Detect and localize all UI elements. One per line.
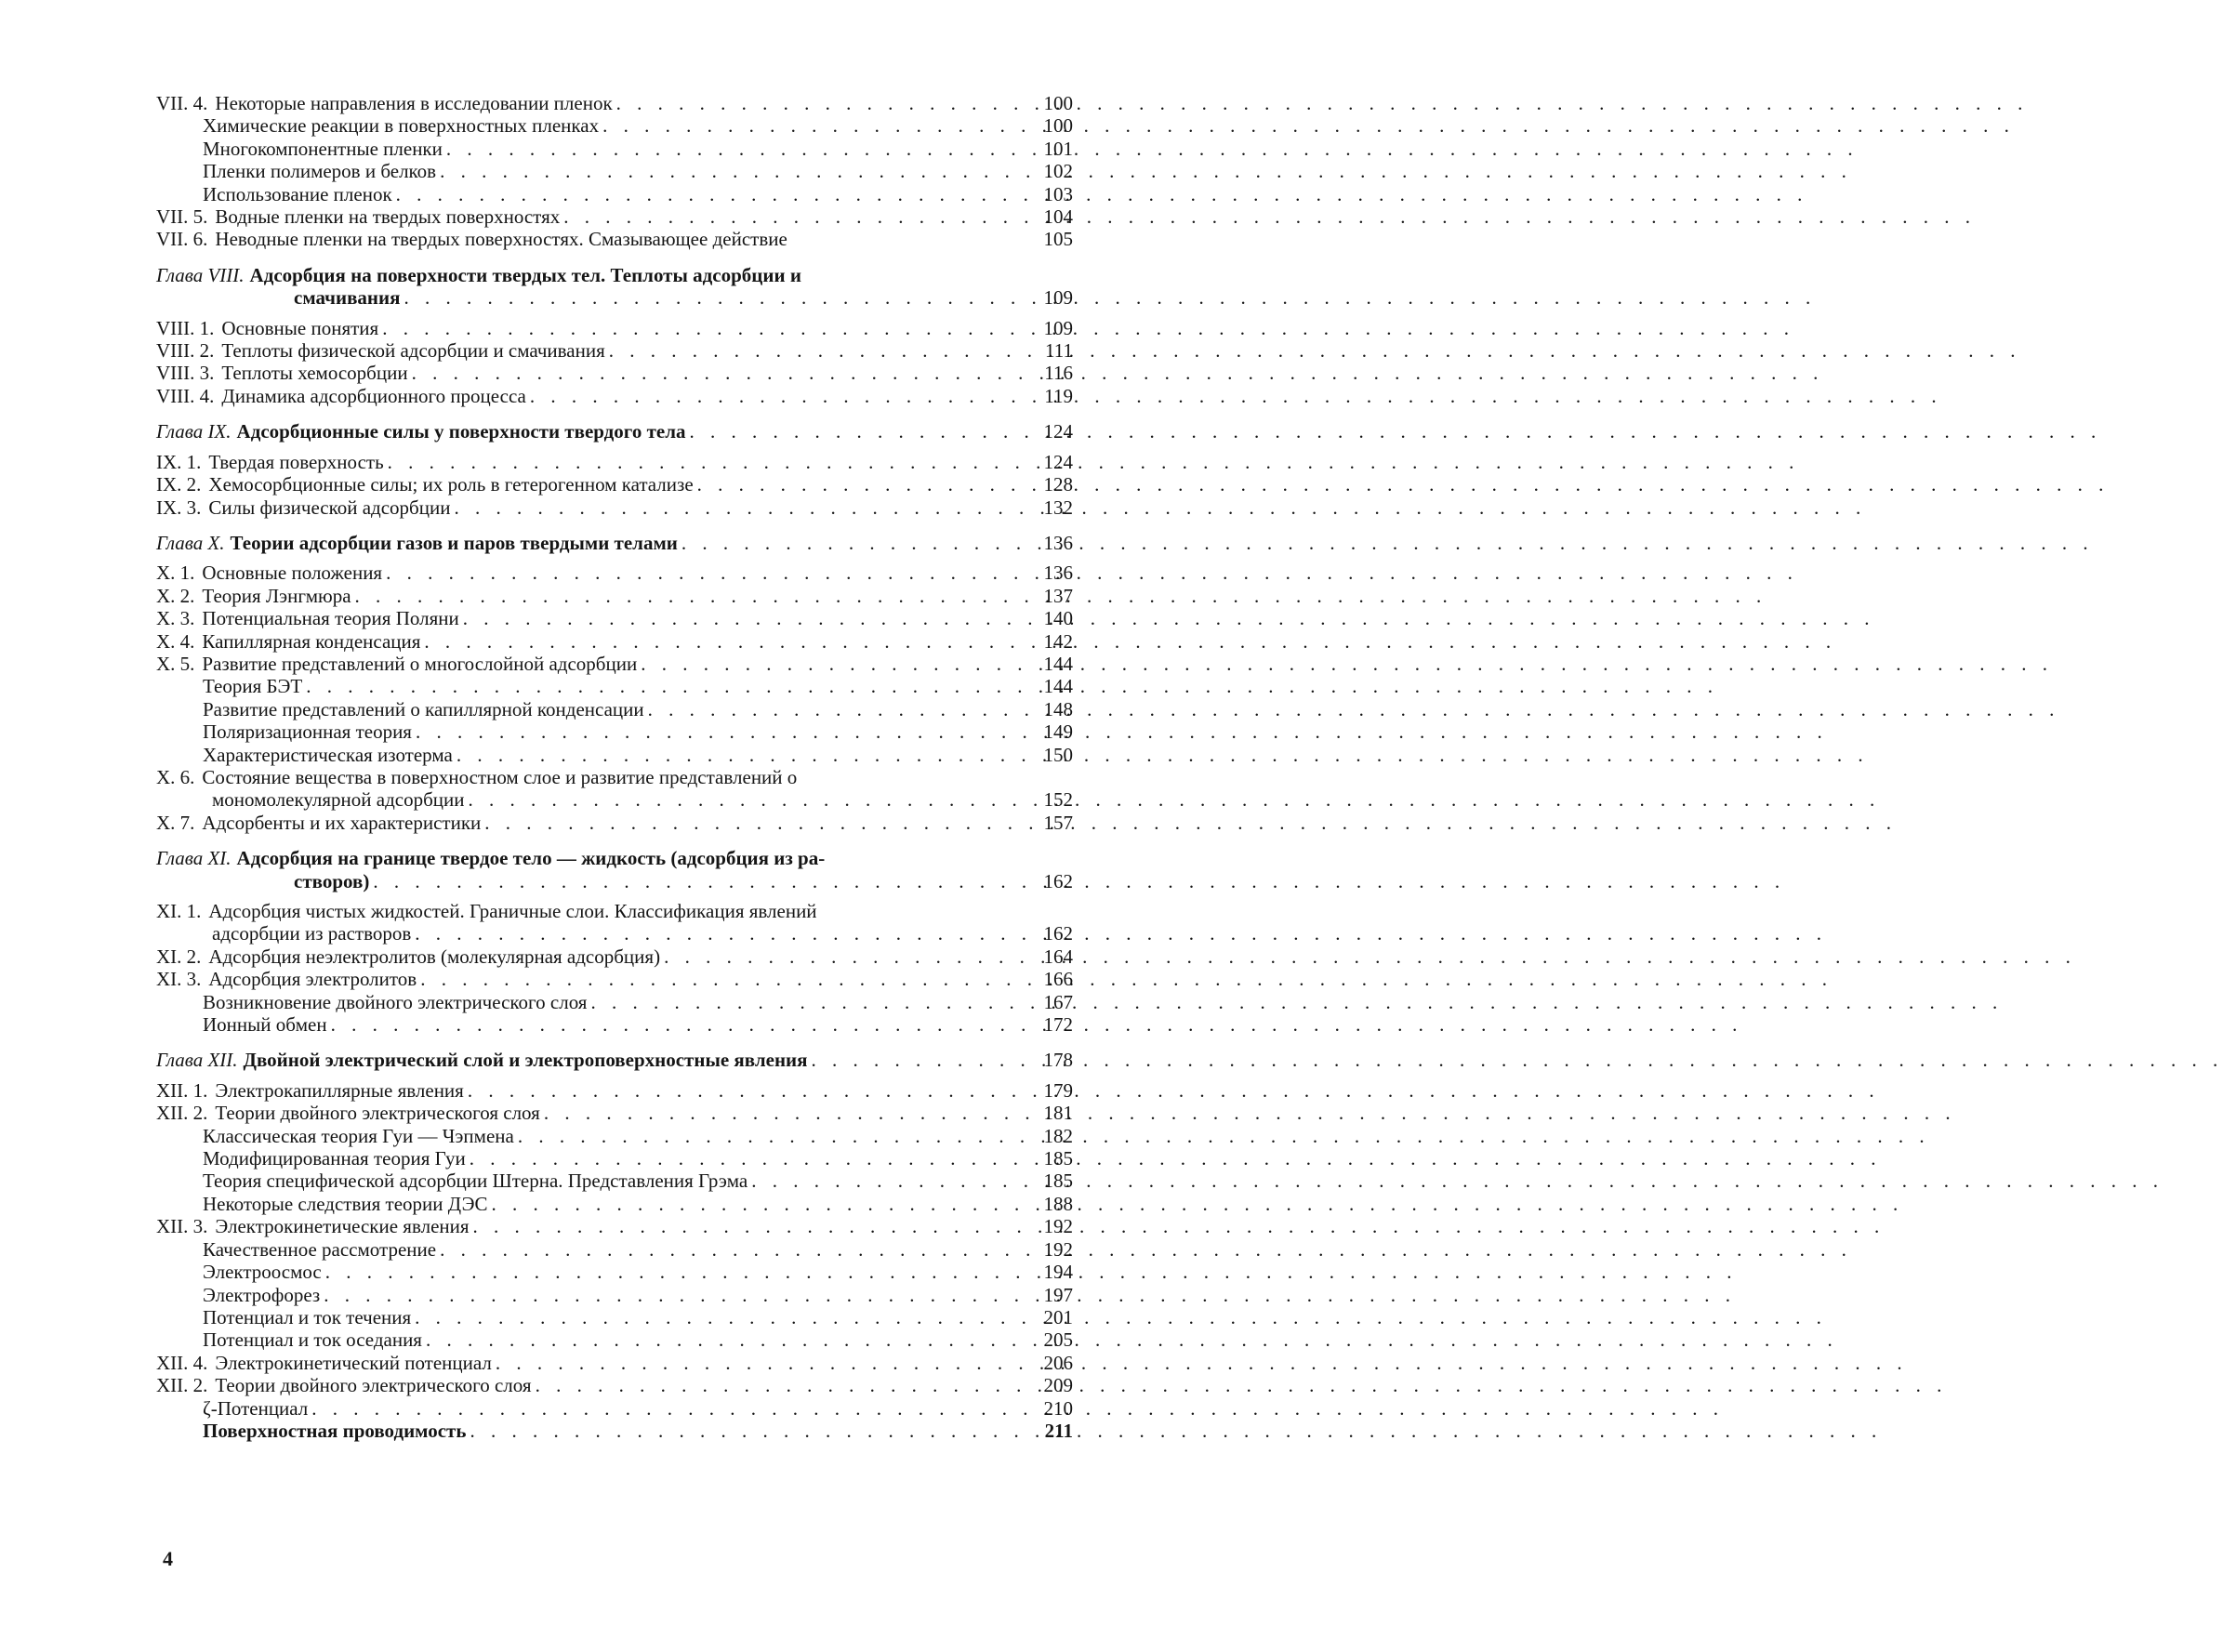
page-ref: 132 [1043, 496, 1073, 519]
entry-title: Ионный обмен [203, 1013, 327, 1037]
subsection-entry [156, 922, 1073, 945]
dot-leader [484, 812, 1036, 834]
page-ref: 172 [1043, 1013, 1073, 1037]
page-ref: 109 [1043, 316, 1073, 339]
section-entry [156, 585, 1073, 607]
page-ref: 179 [1043, 1078, 1073, 1102]
page-ref: 136 [1043, 562, 1073, 585]
chapter-title: Теории адсорбции газов и паров твердыми телами [230, 531, 678, 554]
subsection-entry [156, 1306, 1073, 1328]
section-entry [156, 607, 1073, 629]
page-number: 4 [163, 1547, 173, 1570]
dot-leader [311, 1397, 1036, 1420]
section-number: X. 7. [156, 811, 195, 834]
page-ref: 124 [1043, 450, 1073, 473]
section-entry [156, 317, 1073, 339]
entry-title: Состояние вещества в поверхностном слое и развитие представлений о [202, 765, 798, 788]
page-ref: 100 [1043, 92, 1073, 114]
section-entry [156, 362, 1073, 384]
entry-title: Адсорбенты и их характеристики [202, 811, 482, 834]
page-ref: 109 [1043, 286, 1073, 310]
subsection-entry [156, 1125, 1073, 1147]
dot-leader [690, 420, 1037, 443]
dot-leader [386, 562, 1036, 584]
chapter-label: Глава VIII. [156, 263, 245, 286]
subsection-entry [156, 160, 1073, 182]
page-ref: 157 [1043, 811, 1073, 834]
section-entry [156, 812, 1073, 834]
chapter-title: Двойной электрический слой и электроповерхностные явления [243, 1049, 808, 1072]
subsection-entry [156, 1261, 1073, 1283]
entry-title: Теории двойного электрического слоя [215, 1374, 532, 1397]
dot-leader [470, 1147, 1036, 1170]
dot-leader [491, 1193, 1036, 1215]
page-ref: 142 [1043, 629, 1073, 653]
dot-leader [440, 1238, 1036, 1261]
page-ref: 181 [1043, 1102, 1073, 1125]
entry-title: Некоторые направления в исследовании пленок [215, 92, 613, 114]
dot-leader [382, 317, 1036, 339]
dot-leader [331, 1013, 1036, 1036]
entry-title: Потенциал и ток оседания [203, 1328, 422, 1352]
page-ref: 210 [1043, 1396, 1073, 1420]
dot-leader [325, 1261, 1036, 1283]
dot-leader [454, 496, 1036, 519]
page-ref: 194 [1043, 1261, 1073, 1284]
entry-title: Адсорбция электролитов [208, 968, 417, 991]
subsection-entry [156, 183, 1073, 205]
entry-title: Классическая теория Гуи — Чэпмена [203, 1124, 514, 1147]
chapter-label: Глава XII. [156, 1049, 238, 1072]
entry-title: Электрофорез [203, 1283, 321, 1306]
section-number: VIII. 3. [156, 362, 215, 385]
section-number: XI. 1. [156, 900, 202, 922]
page-ref: 124 [1043, 420, 1073, 443]
page-ref: 101 [1043, 137, 1073, 160]
entry-title: Электроосмос [203, 1261, 322, 1284]
dot-leader [518, 1125, 1036, 1147]
entry-title: Адсорбция чистых жидкостей. Граничные слои. Классификация явлений [208, 900, 817, 922]
dot-leader [530, 385, 1036, 407]
entry-title: Неводные пленки на твердых поверхностях. Смазывающее действие [215, 228, 787, 251]
dot-leader [416, 720, 1036, 743]
subsection-entry [156, 1013, 1073, 1036]
section-entry [156, 945, 1073, 968]
section-number: VIII. 4. [156, 384, 215, 407]
section-entry [156, 653, 1073, 675]
page-ref: 136 [1043, 531, 1073, 554]
dot-leader [463, 607, 1036, 629]
subsection-entry [156, 698, 1073, 720]
section-entry [156, 339, 1073, 362]
section-entry [156, 473, 1073, 496]
chapter-label: Глава XI. [156, 847, 232, 870]
page-ref: 103 [1043, 182, 1073, 205]
entry-title: Поверхностная проводимость [203, 1419, 467, 1442]
entry-title: Характеристическая изотерма [203, 743, 453, 766]
page-ref: 164 [1043, 945, 1073, 968]
section-entry [156, 92, 1073, 114]
chapter-heading-continued [156, 870, 1073, 892]
dot-leader [355, 585, 1036, 607]
chapter-heading-continued [156, 286, 1073, 309]
page-ref: 209 [1043, 1374, 1073, 1397]
entry-title: Модифицированная теория Гуи [203, 1147, 466, 1170]
section-entry [156, 766, 1073, 788]
page-ref: 128 [1043, 473, 1073, 496]
entry-title: Основные положения [202, 562, 383, 585]
chapter-title: Адсорбционные силы у поверхности твердого тела [236, 420, 686, 443]
dot-leader [563, 205, 1036, 228]
entry-title: Твердая поверхность [208, 450, 384, 473]
entry-title: Теория Лэнгмюра [202, 584, 351, 607]
chapter-title: Адсорбция на границе твердое тело — жидкость (адсорбция из ра- [236, 847, 826, 870]
chapter-label: Глава IX. [156, 420, 232, 443]
table-of-contents [156, 92, 1073, 1442]
entry-title: Силы физической адсорбции [208, 496, 451, 519]
subsection-entry [156, 138, 1073, 160]
page-ref: 140 [1043, 607, 1073, 630]
section-entry [156, 451, 1073, 473]
chapter-title: створов) [294, 869, 370, 892]
entry-title: Возникновение двойного электрического слоя [203, 990, 588, 1013]
section-entry [156, 900, 1073, 922]
entry-title: Теплоты хемосорбции [221, 362, 408, 385]
entry-title: Использование пленок [203, 182, 392, 205]
section-number: VIII. 2. [156, 339, 215, 363]
section-entry [156, 1102, 1073, 1124]
chapter-heading [156, 532, 1073, 554]
section-number: IX. 2. [156, 473, 202, 496]
section-entry [156, 1374, 1073, 1396]
section-number: XII. 3. [156, 1215, 208, 1238]
section-number: XII. 4. [156, 1351, 208, 1374]
chapter-heading [156, 264, 1073, 286]
page-ref: 105 [1043, 228, 1073, 251]
section-entry [156, 1079, 1073, 1102]
section-number: VII. 4. [156, 92, 208, 114]
section-number: XII. 2. [156, 1102, 208, 1125]
chapter-title: Адсорбция на поверхности твердых тел. Теплоты адсорбции и [249, 263, 801, 286]
subsection-entry [156, 788, 1073, 811]
section-number: IX. 3. [156, 496, 202, 519]
dot-leader [420, 968, 1036, 990]
page-ref: 201 [1043, 1305, 1073, 1328]
section-entry [156, 1215, 1073, 1237]
page-ref: 149 [1043, 720, 1073, 744]
section-entry [156, 562, 1073, 584]
section-entry [156, 968, 1073, 990]
entry-title: Многокомпонентные пленки [203, 137, 443, 160]
section-number: XI. 3. [156, 968, 202, 991]
entry-title: Электрокапиллярные явления [215, 1078, 464, 1102]
page-ref: 150 [1043, 743, 1073, 766]
chapter-title: смачивания [294, 286, 401, 310]
subsection-entry [156, 675, 1073, 697]
dot-leader [751, 1170, 1036, 1192]
dot-leader [609, 339, 1036, 362]
entry-title: Потенциал и ток течения [203, 1305, 412, 1328]
page-ref: 167 [1043, 990, 1073, 1013]
section-entry [156, 1352, 1073, 1374]
entry-title: Хемосорбционные силы; их роль в гетерогенном катализе [208, 473, 694, 496]
page-ref: 162 [1043, 869, 1073, 892]
dot-leader [469, 788, 1036, 811]
section-entry [156, 630, 1073, 653]
entry-title: Химические реакции в поверхностных пленках [203, 114, 600, 138]
dot-leader [415, 1306, 1036, 1328]
subsection-entry [156, 991, 1073, 1013]
entry-title: Некоторые следствия теории ДЭС [203, 1192, 488, 1215]
entry-title: Капиллярная конденсация [202, 629, 421, 653]
entry-title: Электрокинетические явления [215, 1215, 470, 1238]
page-ref: 100 [1043, 114, 1073, 138]
dot-leader [440, 160, 1036, 182]
section-number: VII. 5. [156, 205, 208, 229]
dot-leader [468, 1079, 1036, 1102]
page-ref: 144 [1043, 652, 1073, 675]
dot-leader [412, 362, 1036, 384]
dot-leader [536, 1374, 1036, 1396]
entry-title: Динамика адсорбционного процесса [221, 384, 526, 407]
chapter-heading [156, 1049, 1073, 1071]
entry-title: Основные понятия [221, 316, 379, 339]
dot-leader [697, 473, 1036, 496]
chapter-label: Глава X. [156, 531, 225, 554]
dot-leader [388, 451, 1036, 473]
dot-leader [457, 744, 1036, 766]
entry-title: Электрокинетический потенциал [215, 1351, 492, 1374]
dot-leader [415, 922, 1036, 945]
page-ref: 185 [1043, 1147, 1073, 1170]
page-ref: 185 [1043, 1170, 1073, 1193]
entry-title: Теории двойного электрическогоя слоя [215, 1102, 540, 1125]
section-number: X. 4. [156, 629, 195, 653]
section-number: X. 3. [156, 607, 195, 630]
entry-title: Теория специфической адсорбции Штерна. Представления Грэма [203, 1170, 748, 1193]
subsection-entry [156, 1328, 1073, 1351]
section-entry [156, 228, 1073, 250]
section-number: XII. 1. [156, 1078, 208, 1102]
page-ref: 197 [1043, 1283, 1073, 1306]
page-ref: 137 [1043, 584, 1073, 607]
entry-title: Потенциальная теория Поляни [202, 607, 459, 630]
dot-leader [544, 1102, 1036, 1124]
subsection-entry [156, 114, 1073, 137]
page-ref: 162 [1043, 922, 1073, 945]
dot-leader [641, 653, 1036, 675]
subsection-entry [156, 1420, 1073, 1442]
chapter-heading [156, 420, 1073, 443]
dot-leader [616, 92, 1036, 114]
dot-leader [470, 1420, 1036, 1442]
subsection-entry [156, 744, 1073, 766]
subsection-entry [156, 1170, 1073, 1192]
entry-title: Поляризационная теория [203, 720, 412, 744]
page-ref: 144 [1043, 675, 1073, 698]
page-ref: 192 [1043, 1215, 1073, 1238]
section-number: X. 6. [156, 765, 195, 788]
section-number: XI. 2. [156, 945, 202, 968]
page-ref: 148 [1043, 697, 1073, 720]
page-ref: 116 [1044, 362, 1073, 385]
chapter-heading [156, 847, 1073, 869]
section-number: X. 1. [156, 562, 195, 585]
subsection-entry [156, 1193, 1073, 1215]
section-entry [156, 496, 1073, 519]
page-ref: 178 [1043, 1049, 1073, 1072]
entry-title: Теория БЭТ [203, 675, 303, 698]
section-number: X. 5. [156, 652, 195, 675]
page-ref: 104 [1043, 205, 1073, 229]
dot-leader [324, 1284, 1036, 1306]
page-ref: 111 [1045, 339, 1073, 363]
page-ref: 211 [1044, 1419, 1073, 1442]
entry-title: Теплоты физической адсорбции и смачивания [221, 339, 605, 363]
entry-title: ζ-Потенциал [203, 1396, 309, 1420]
dot-leader [306, 675, 1036, 697]
section-entry [156, 385, 1073, 407]
dot-leader [681, 532, 1036, 554]
section-number: IX. 1. [156, 450, 202, 473]
subsection-entry [156, 1397, 1073, 1420]
dot-leader [664, 945, 1036, 968]
entry-title: Качественное рассмотрение [203, 1237, 437, 1261]
entry-title: Развитие представлений о многослойной адсорбции [202, 652, 638, 675]
dot-leader [426, 1328, 1036, 1351]
subsection-entry [156, 720, 1073, 743]
dot-leader [396, 183, 1036, 205]
page-ref: 102 [1043, 160, 1073, 183]
page-ref: 152 [1043, 788, 1073, 812]
section-number: X. 2. [156, 584, 195, 607]
page-ref: 166 [1043, 968, 1073, 991]
dot-leader [590, 991, 1036, 1013]
subsection-entry [156, 1147, 1073, 1170]
page-ref: 192 [1043, 1237, 1073, 1261]
entry-title: Пленки полимеров и белков [203, 160, 437, 183]
section-entry [156, 205, 1073, 228]
section-number: VII. 6. [156, 228, 208, 251]
page-ref: 206 [1043, 1351, 1073, 1374]
entry-title: мономолекулярной адсорбции [212, 788, 465, 812]
section-number: VIII. 1. [156, 316, 215, 339]
subsection-entry [156, 1284, 1073, 1306]
page-ref: 182 [1043, 1124, 1073, 1147]
dot-leader [446, 138, 1036, 160]
page-ref: 205 [1043, 1328, 1073, 1352]
page-ref: 188 [1043, 1192, 1073, 1215]
dot-leader [602, 114, 1036, 137]
dot-leader [473, 1215, 1036, 1237]
dot-leader [812, 1049, 1036, 1071]
entry-title: адсорбции из растворов [212, 922, 412, 945]
dot-leader [404, 286, 1037, 309]
subsection-entry [156, 1238, 1073, 1261]
entry-title: Адсорбция неэлектролитов (молекулярная адсорбция) [208, 945, 661, 968]
dot-leader [496, 1352, 1036, 1374]
section-number: XII. 2. [156, 1374, 208, 1397]
entry-title: Развитие представлений о капиллярной конденсации [203, 697, 644, 720]
page-ref: 119 [1044, 384, 1073, 407]
entry-title: Водные пленки на твердых поверхностях [215, 205, 561, 229]
dot-leader [373, 870, 1036, 892]
dot-leader [424, 630, 1036, 653]
dot-leader [648, 698, 1036, 720]
